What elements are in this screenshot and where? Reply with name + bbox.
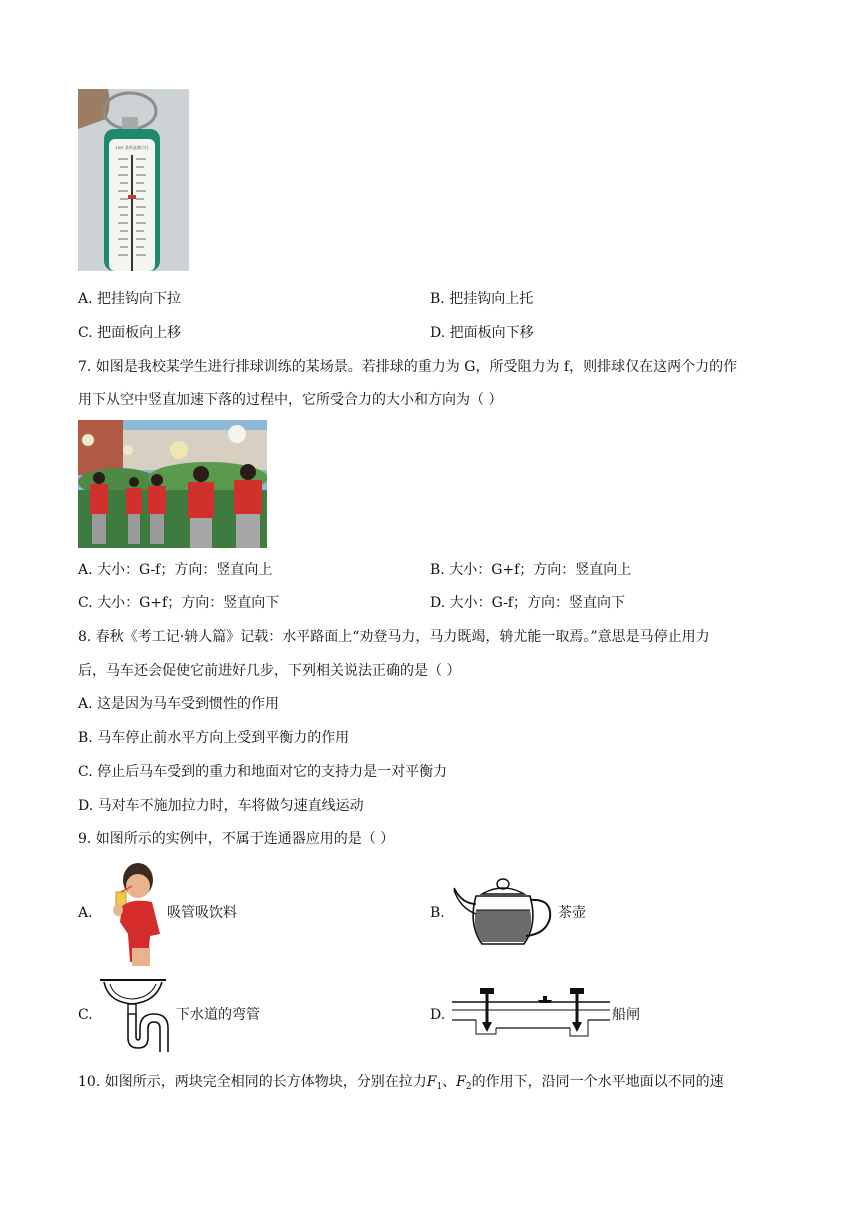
q10-stem [78,1072,724,1097]
q10-f2: F [456,1074,466,1090]
q10-f2-sub: 2 [465,1082,472,1092]
q6-option-b[interactable]: B. 把挂钩向上托 [430,291,534,307]
q10-sep: 、 [442,1074,457,1090]
q9-option-d-caption: 船闸 [612,1007,640,1023]
q9-option-c-letter[interactable]: C. [78,1007,93,1023]
q6-option-d[interactable]: D. 把面板向下移 [430,325,534,341]
q10-stem-after: 的作用下，沿同一个水平地面以不同的速 [471,1074,724,1090]
q6-option-a[interactable]: A. 把挂钩向下拉 [78,291,182,307]
scale-label: 10N 条形盒测力计 [115,145,149,150]
q8-option-b[interactable]: B. 马车停止前水平方向上受到平衡力的作用 [78,730,350,746]
q7-stem-line1: 7. 如图是我校某学生进行排球训练的某场景。若排球的重力为 G，所受阻力为 f，则排球仅在这两个力的作 [78,359,738,375]
q7-option-a[interactable]: A. 大小：G-f；方向：竖直向上 [78,562,273,578]
teapot-drawing [452,874,556,950]
q9-option-a-caption: 吸管吸饮料 [167,905,237,921]
q10-f1: F [426,1074,437,1090]
q8-option-d[interactable]: D. 马对车不施加拉力时，车将做匀速直线运动 [78,798,364,814]
q6-option-c[interactable]: C. 把面板向上移 [78,325,182,341]
q8-stem-line2: 后，马车还会促使它前进好几步，下列相关说法正确的是（ ） [78,663,461,679]
sink-trap-drawing [98,974,178,1052]
child-straw-image [102,862,164,966]
q9-option-c-caption: 下水道的弯管 [176,1007,260,1023]
volleyball-training-photo [78,420,267,548]
q9-stem: 9. 如图所示的实例中，不属于连通器应用的是（ ） [78,831,395,847]
ship-lock-drawing [452,984,612,1040]
q7-stem-line2: 用下从空中竖直加速下落的过程中，它所受合力的大小和方向为（ ） [78,392,503,408]
q10-f1-sub: 1 [436,1082,443,1092]
q7-option-c[interactable]: C. 大小：G+f；方向：竖直向下 [78,595,280,611]
q9-option-a-letter[interactable]: A. [78,905,93,921]
q7-option-b[interactable]: B. 大小：G+f；方向：竖直向上 [430,562,632,578]
q8-stem-line1: 8. 春秋《考工记·辀人篇》记载：水平路面上“劝登马力，马力既竭，辀尤能一取焉。”意思是马停止用力 [78,629,710,645]
q10-stem-before: 10. 如图所示，两块完全相同的长方体物块，分别在拉力 [78,1074,427,1090]
q9-option-b-letter[interactable]: B. [430,905,445,921]
spring-scale-photo [78,89,189,271]
q8-option-a[interactable]: A. 这是因为马车受到惯性的作用 [78,696,280,712]
q9-option-b-caption: 茶壶 [558,905,586,921]
q7-option-d[interactable]: D. 大小：G-f；方向：竖直向下 [430,595,625,611]
q8-option-c[interactable]: C. 停止后马车受到的重力和地面对它的支持力是一对平衡力 [78,764,448,780]
q9-option-d-letter[interactable]: D. [430,1007,446,1023]
